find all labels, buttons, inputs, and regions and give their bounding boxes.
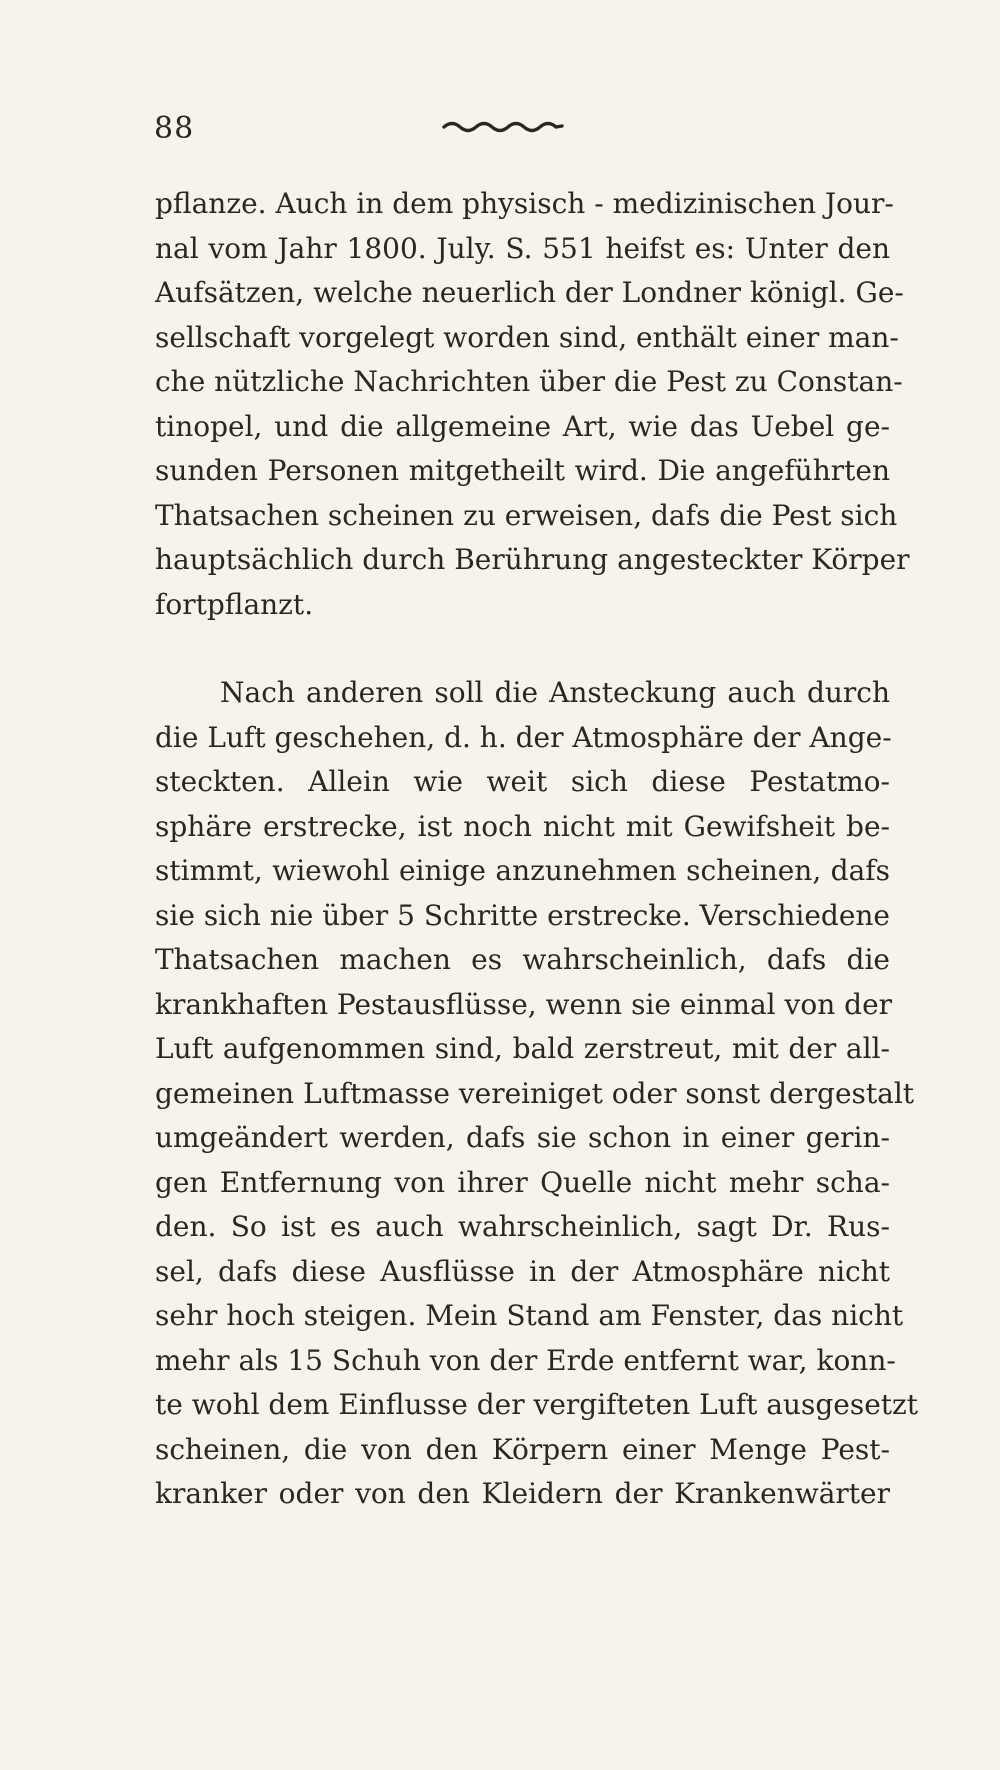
text-line: krankhaften Pestausflüsse, wenn sie einmal von der (155, 987, 893, 1021)
text-line: Luft aufgenommen sind, bald zerstreut, mit der all- (155, 1032, 890, 1065)
body-text (155, 182, 919, 1517)
text-line: Aufsätzen, welche neuerlich der Londner königl. Ge- (155, 276, 904, 309)
text-line: sellschaft vorgelegt worden sind, enthält einer man- (155, 320, 899, 354)
text-line: umgeändert werden, dafs sie schon in einer gerin- (155, 1121, 890, 1154)
paragraph-2 (155, 671, 919, 1517)
text-line: mehr als 15 Schuh von der Erde entfernt war, konn- (155, 1343, 896, 1377)
text-line: gen Entfernung von ihrer Quelle nicht mehr scha- (155, 1165, 890, 1199)
text-line: die Luft geschehen, d. h. der Atmosphäre der Ange- (155, 720, 892, 754)
header-ornament-icon (442, 118, 564, 134)
page-header (150, 108, 890, 148)
text-line: tinopel, und die allgemeine Art, wie das Uebel ge- (155, 409, 890, 443)
text-line: steckten. Allein wie weit sich diese Pestatmo- (155, 765, 890, 798)
text-line: hauptsächlich durch Berührung angesteckter Körper (155, 543, 910, 576)
text-line: che nützliche Nachrichten über die Pest zu Constan- (155, 365, 903, 398)
text-line: kranker oder von den Kleidern der Krankenwärter (155, 1477, 890, 1510)
paragraph-gap (155, 627, 890, 671)
paragraph-1 (155, 182, 910, 627)
text-line: pflanze. Auch in dem physisch - medizinischen Jour- (155, 187, 894, 220)
text-line: te wohl dem Einflusse der vergifteten Luft ausgesetzt (155, 1388, 919, 1421)
text-line: sunden Personen mitgetheilt wird. Die angeführten (155, 454, 890, 487)
text-line: nal vom Jahr 1800. July. S. 551 heifst es: Unter den (155, 231, 890, 265)
text-line: den. So ist es auch wahrscheinlich, sagt Dr. Rus- (155, 1210, 890, 1243)
text-line: stimmt, wiewohl einige anzunehmen scheinen, dafs (155, 854, 890, 887)
text-line: Thatsachen scheinen zu erweisen, dafs die Pest sich (155, 498, 898, 532)
text-line: sehr hoch steigen. Mein Stand am Fenster, das nicht (155, 1299, 904, 1332)
text-line: Nach anderen soll die Ansteckung auch durch (220, 676, 890, 709)
text-line: gemeinen Luftmasse vereiniget oder sonst dergestalt (155, 1076, 915, 1110)
text-line: Thatsachen machen es wahrscheinlich, dafs die (155, 943, 890, 976)
page-number: 88 (154, 111, 195, 146)
text-line: scheinen, die von den Körpern einer Menge Pest- (155, 1432, 890, 1466)
text-line: sel, dafs diese Ausflüsse in der Atmosphäre nicht (155, 1254, 890, 1288)
text-line: sie sich nie über 5 Schritte erstrecke. Verschiedene (155, 898, 890, 932)
text-line: sphäre erstrecke, ist noch nicht mit Gewifsheit be- (155, 809, 890, 843)
text-line: fortpflanzt. (155, 587, 314, 621)
